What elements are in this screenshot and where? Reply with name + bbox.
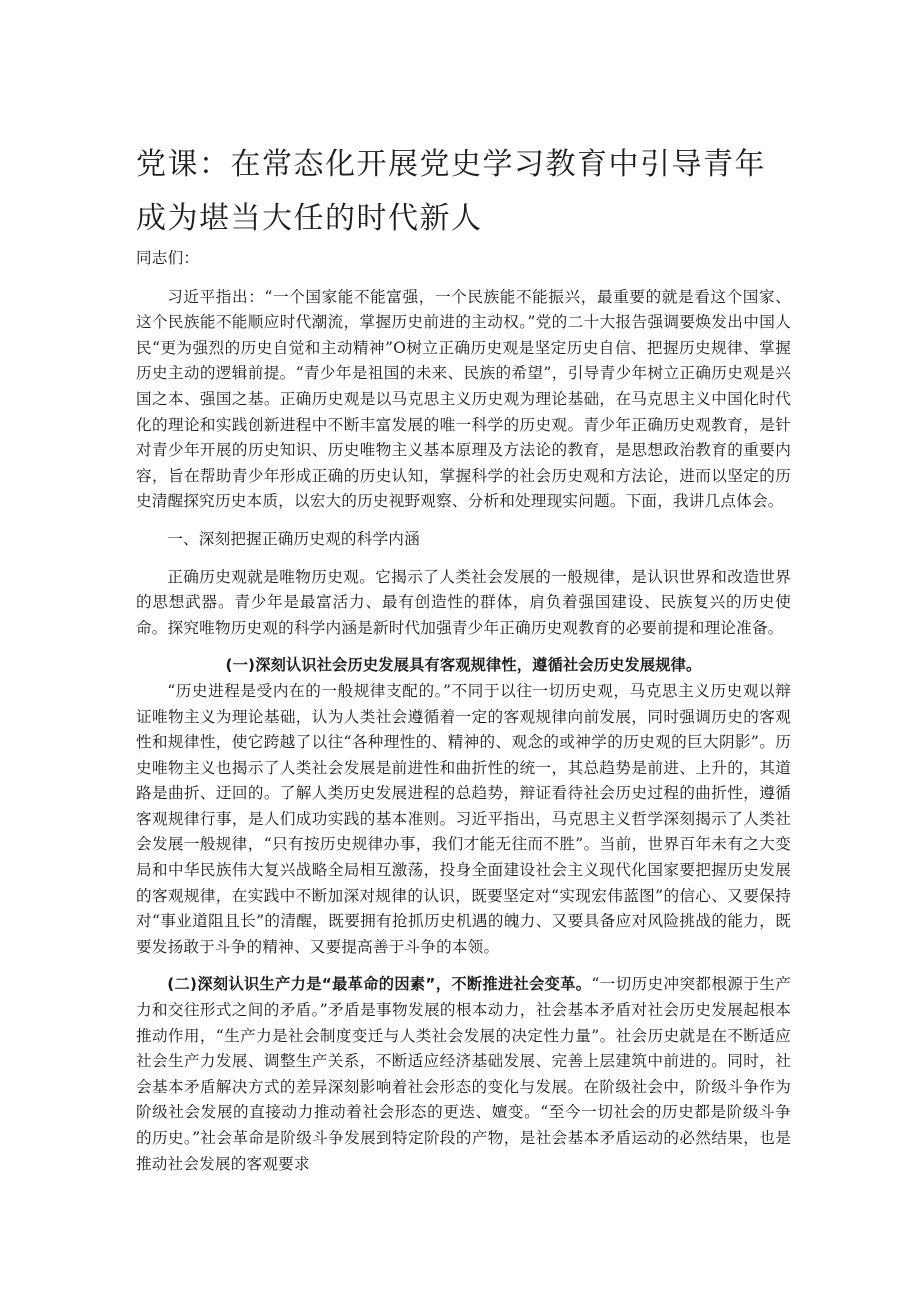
document-title: 党课：在常态化开展党史学习教育中引导青年成为堪当大任的时代新人 (136, 147, 766, 236)
section-1-intro-paragraph: 正确历史观就是唯物历史观。它揭示了人类社会发展的一般规律，是认识世界和改造世界的思想武器。青少年是最富活力、最有创造性的群体，肩负着强国建设、民族复兴的历史使命。探究唯物历史观的科学内涵是新时代加强青少年正确历史观教育的必要前提和理论准备。 (136, 567, 791, 637)
document-body (136, 246, 791, 1177)
greeting: 同志们： (136, 249, 200, 267)
sub-section-1-paragraph: “历史进程是受内在的一般规律支配的。”不同于以往一切历史观，马克思主义历史观以辩证唯物主义为理论基础，认为人类社会遵循着一定的客观规律向前发展，同时强调历史的客观性和规律性，使它跨越了以往“各种理性的、精神的、观念的或神学的历史观的巨大阴影”。历史唯物主义也揭示了人类社会发展是前进性和曲折性的统一，其总趋势是前进、上升的，其道路是曲折、迂回的。了解人类历史发展进程的总趋势，辩证看待社会历史过程的曲折性，遵循客观规律行事，是人们成功实践的基本准则。习近平指出，马克思主义哲学深刻揭示了人类社会发展一般规律，“只有按历史规律办事，我们才能无往而不胜”。当前，世界百年未有之大变局和中华民族伟大复兴战略全局相互激荡，投身全面建设社会主义现代化国家要把握历史发展的客观规律，在实践中不断加深对规律的认识，既要坚定对“实现宏伟蓝图”的信心、又要保持对“事业道阻且长”的清醒，既要拥有抢抓历史机遇的魄力、又要具备应对风险挑战的能力，既要发扬敢于斗争的精神、又要提高善于斗争的本领。 (136, 681, 791, 956)
sub-section-2-body: “一切历史冲突都根源于生产力和交往形式之间的矛盾。”矛盾是事物发展的根本动力，社会基本矛盾对社会历史发展起根本推动作用，“生产力是社会制度变迁与人类社会发展的决定性力量”。社会历史就是在不断适应社会生产力发展、调整生产关系，不断适应经济基础发展、完善上层建筑中前进的。同时，社会基本矛盾解决方式的差异深刻影响着社会形态的变化与发展。在阶级社会中，阶级斗争作为阶级社会发展的直接动力推动着社会形态的更迭、嬗变。“至今一切社会的历史都是阶级斗争的历史。”社会革命是阶级斗争发展到特定阶段的产物，是社会基本矛盾运动的必然结果，也是推动社会发展的客观要求 (136, 975, 791, 1173)
intro-paragraph: 习近平指出：“一个国家能不能富强，一个民族能不能振兴，最重要的就是看这个国家、这个民族能不能顺应时代潮流，掌握历史前进的主动权。”党的二十大报告强调要焕发出中国人民“更为强烈的历史自觉和主动精神”O树立正确历史观是坚定历史自信、把握历史规律、掌握历史主动的逻辑前提。“青少年是祖国的未来、民族的希望”，引导青少年树立正确历史观是兴国之本、强国之基。正确历史观是以马克思主义历史观为理论基础，在马克思主义中国化时代化的理论和实践创新进程中不断丰富发展的唯一科学的历史观。青少年正确历史观教育，是针对青少年开展的历史知识、历史唯物主义基本原理及方法论的教育，是思想政治教育的重要内容，旨在帮助青少年形成正确的历史认知，掌握科学的社会历史观和方法论，进而以坚定的历史清醒探究历史本质，以宏大的历史视野观察、分析和处理现实问题。下面，我讲几点体会。 (136, 287, 791, 511)
section-heading-1: 一、深刻把握正确历史观的科学内涵 (167, 529, 420, 548)
sub-heading-1: (一)深刻认识社会历史发展具有客观规律性，遵循社会历史发展规律。 (225, 656, 702, 675)
sub-heading-2: (二)深刻认识生产力是“最革命的因素”，不断推进社会变革。 (167, 975, 592, 994)
sub-section-2-paragraph (136, 972, 791, 1177)
